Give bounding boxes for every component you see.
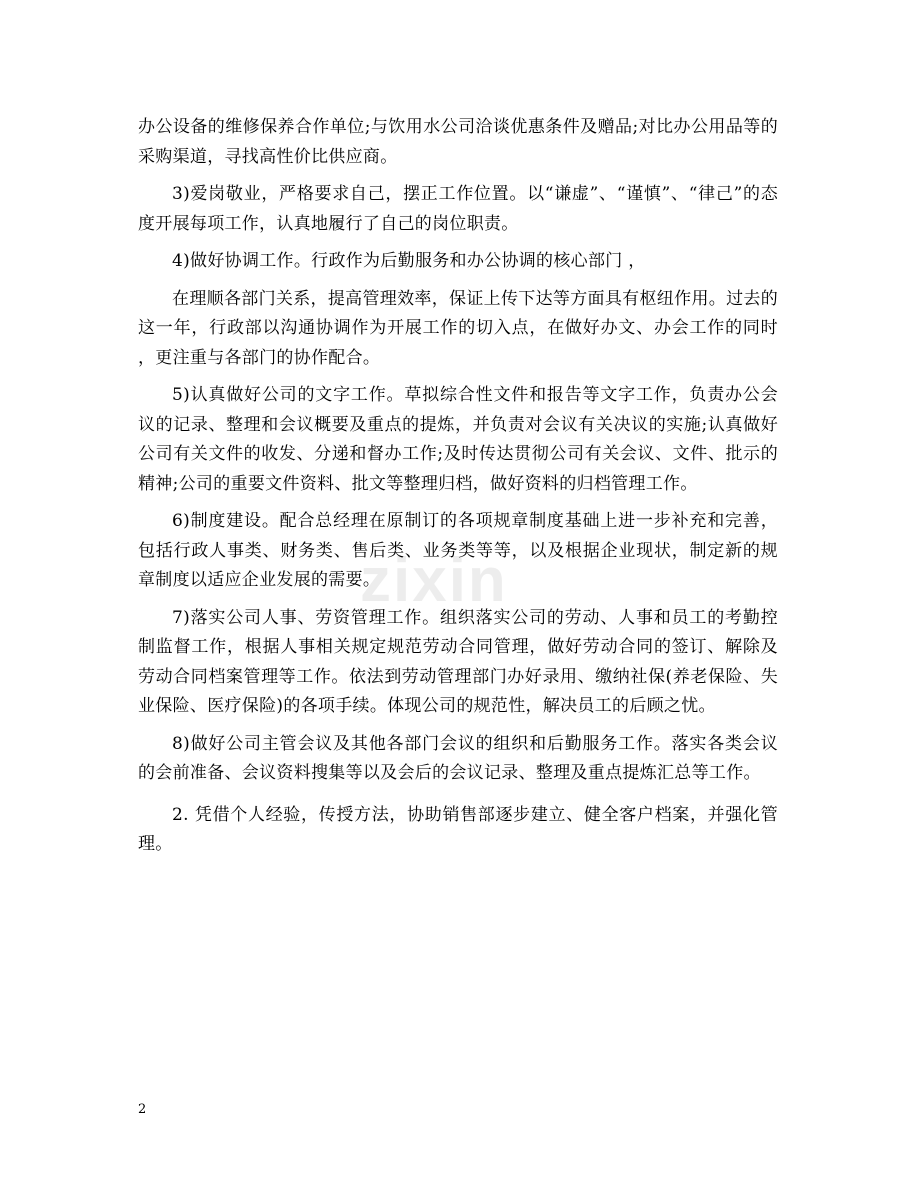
paragraph-item-4: 4)做好协调工作。行政作为后勤服务和办公协调的核心部门 ， [172,251,646,271]
watermark: zixin [360,546,508,615]
paragraph-item-5: 5)认真做好公司的文字工作。草拟综合性文件和报告等文字工作，负责办公会议的记录、整理和会议概要及重点的提炼，并负责对会议有关决议的实施;认真做好公司有关文件的收发、分递和督办工作;及时传达贯彻公司有关会议、文件、批示的精神;公司的重要文件资料、批文等整理归档，做好资料的归档管理工作。 [138,385,778,494]
paragraph-item-4-continued: 在理顺各部门关系，提高管理效率，保证上传下达等方面具有枢纽作用。过去的这一年，行政部以沟通协调作为开展工作的切入点，在做好办文、办会工作的同时，更注重与各部门的协作配合。 [138,288,778,368]
page-number: 2 [138,1102,147,1117]
paragraph-item-8: 8)做好公司主管会议及其他各部门会议的组织和后勤服务工作。落实各类会议的会前准备、会议资料搜集等以及会后的会议记录、整理及重点提炼汇总等工作。 [138,733,778,783]
paragraph-item-6: 6)制度建设。配合总经理在原制订的各项规章制度基础上进一步补充和完善，包括行政人事类、财务类、售后类、业务类等等，以及根据企业现状，制定新的规章制度以适应企业发展的需要。 [138,511,778,590]
paragraph-item-3: 3)爱岗敬业，严格要求自己，摆正工作位置。以“谦虚”、“谨慎”、“律己”的态度开展每项工作，认真地履行了自己的岗位职责。 [138,184,778,234]
paragraph-item-7: 7)落实公司人事、劳资管理工作。组织落实公司的劳动、人事和员工的考勤控制监督工作，根据人事相关规定规范劳动合同管理，做好劳动合同的签订、解除及劳动合同档案管理等工作。依法到劳动管理部门办好录用、缴纳社保(养老保险、失业保险、医疗保险)的各项手续。体现公司的规范性，解决员工的后顾之忧。 [138,607,778,716]
paragraph-procurement: 办公设备的维修保养合作单位;与饮用水公司洽谈优惠条件及赠品;对比办公用品等的采购渠道，寻找高性价比供应商。 [138,117,778,167]
paragraph-section-2: 2. 凭借个人经验，传授方法，协助销售部逐步建立、健全客户档案，并强化管理。 [138,804,778,854]
document-body [138,113,778,860]
